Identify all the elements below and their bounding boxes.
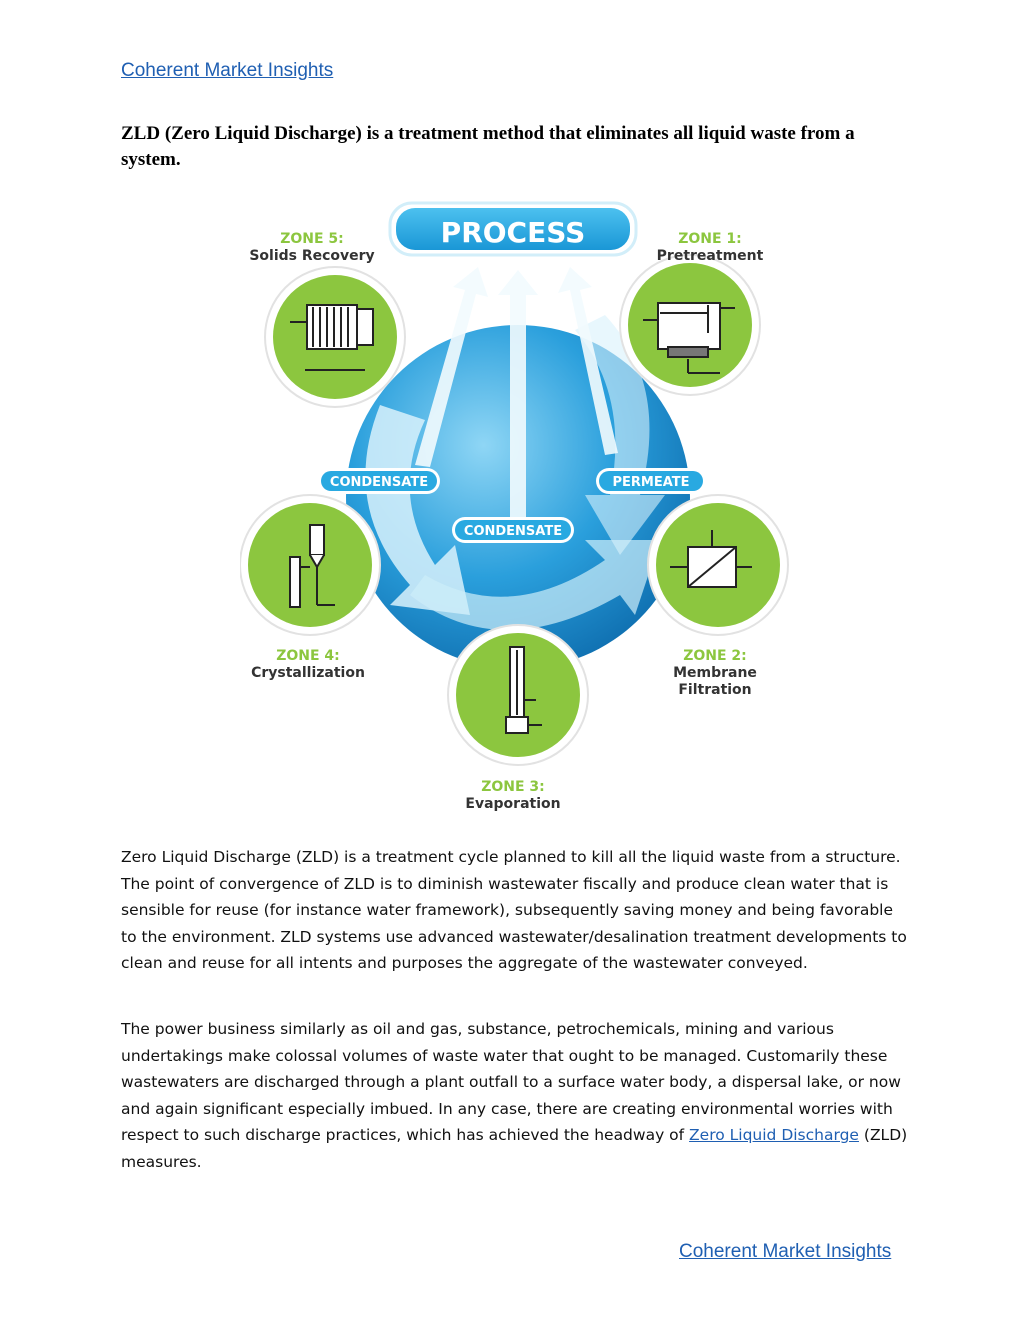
zone4-circle [240, 495, 380, 635]
p2-text-after: (ZLD) measures. [121, 1126, 908, 1171]
condensate-center-label: CONDENSATE [463, 524, 563, 539]
p2-text-before: The power business similarly as oil and gas, substance, petrochemicals, mining and various undertakings make colossal volumes of waste water that ought to be managed. Customarily these wastewaters are discharged through a plant outfall to a surface water body, a dispersal lake, or now and again significant especially imbued. In any case, there are creating environmental worries with respect to such discharge practices, which has achieved the headway of [121, 1020, 901, 1144]
zone1-circle [620, 255, 760, 395]
page-title: ZLD (Zero Liquid Discharge) is a treatment method that eliminates all liquid waste from a system. [121, 123, 855, 170]
permeate-label: PERMEATE [612, 475, 690, 490]
zone2-title: ZONE 2: [683, 648, 747, 664]
body-paragraph-2 [121, 1016, 911, 1175]
zld-process-diagram [240, 195, 800, 820]
zone3-name: Evaporation [465, 796, 561, 812]
zone5-title: ZONE 5: [280, 231, 344, 247]
zone5-circle [265, 267, 405, 407]
zone2-name-line2: Filtration [678, 682, 752, 698]
zone1-title: ZONE 1: [678, 231, 742, 247]
zone3-circle [448, 625, 588, 765]
footer-link[interactable]: Coherent Market Insights [679, 1241, 892, 1262]
condensate-left-label: CONDENSATE [329, 475, 429, 490]
header-link[interactable]: Coherent Market Insights [121, 60, 334, 81]
zone2-circle [648, 495, 788, 635]
zone3-title: ZONE 3: [481, 779, 545, 795]
zone5-name: Solids Recovery [249, 248, 375, 264]
zone4-title: ZONE 4: [276, 648, 340, 664]
process-label: PROCESS [440, 216, 586, 249]
zld-inline-link[interactable]: Zero Liquid Discharge [689, 1126, 859, 1144]
zone4-name: Crystallization [251, 665, 365, 681]
body-paragraph-1: Zero Liquid Discharge (ZLD) is a treatment cycle planned to kill all the liquid waste from a structure. The point of convergence of ZLD is to diminish wastewater fiscally and produce clean water that is sensible for reuse (for instance water framework), subsequently saving money and being favorable to the environment. ZLD systems use advanced wastewater/desalination treatment developments to clean and reuse for all intents and purposes the aggregate of the wastewater conveyed. [121, 848, 907, 972]
zone1-name: Pretreatment [656, 248, 764, 264]
zone2-name-line1: Membrane [673, 665, 757, 681]
